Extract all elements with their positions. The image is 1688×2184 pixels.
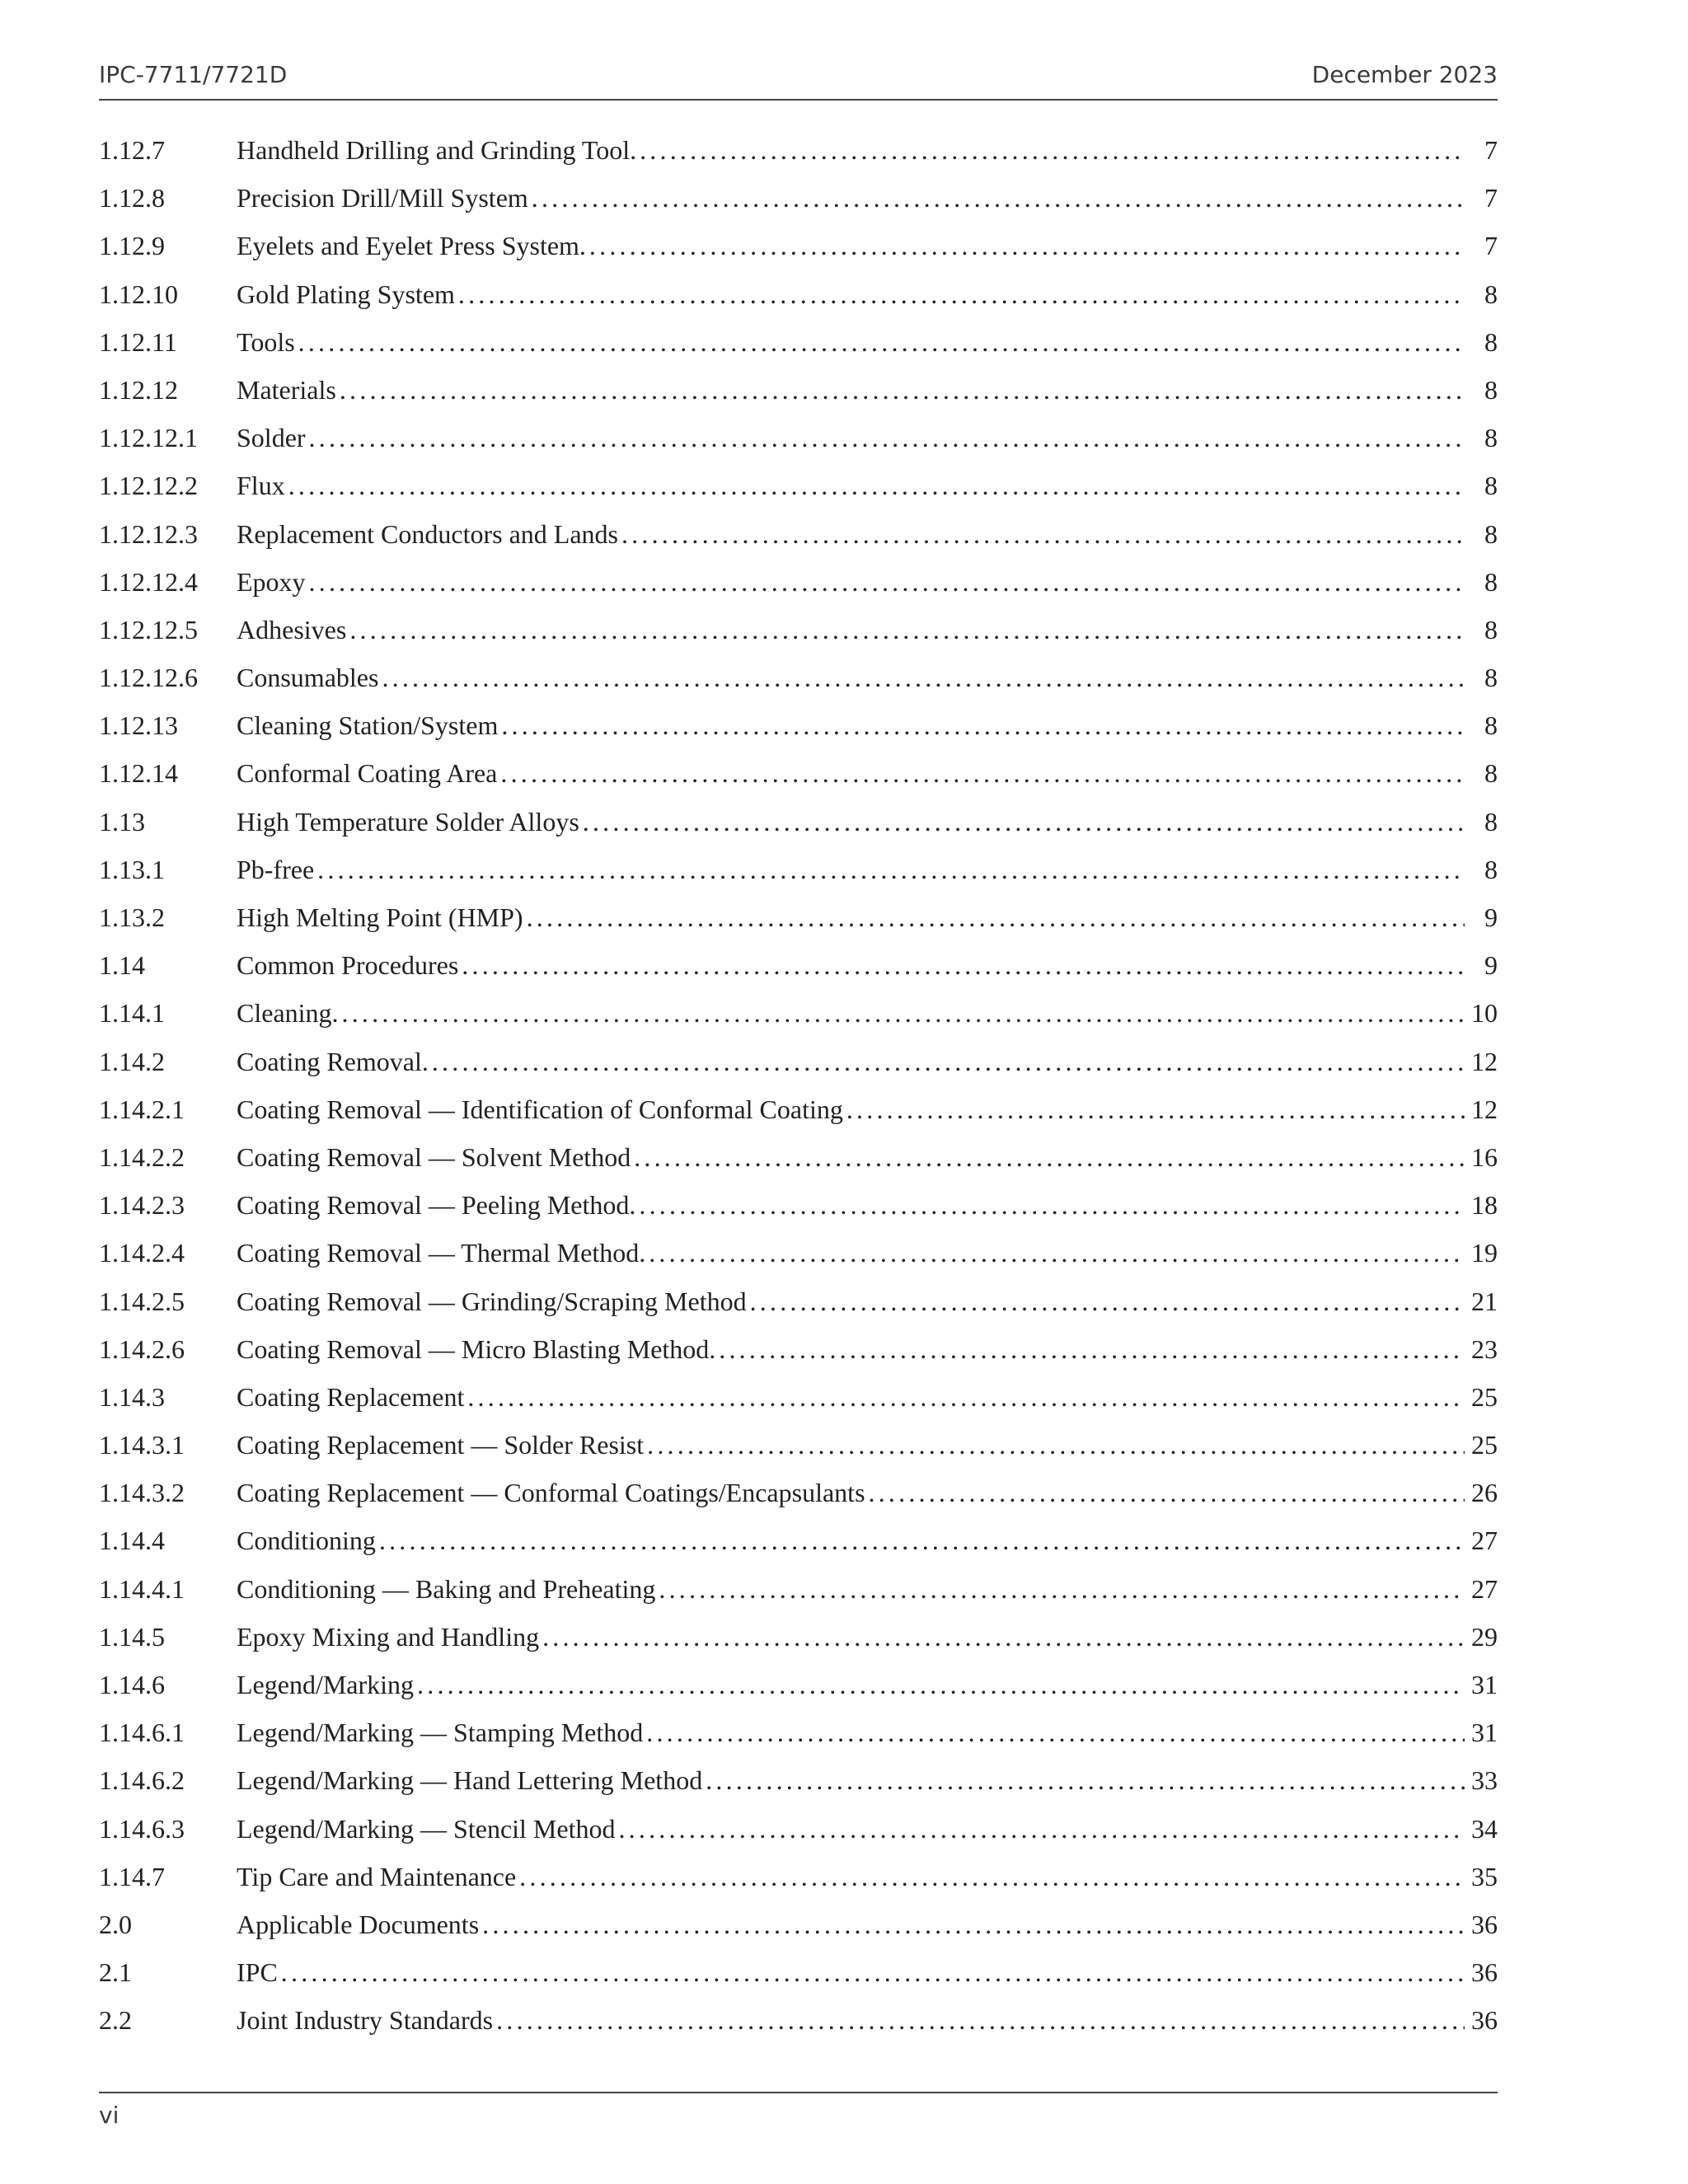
toc-section-number: 2.0	[99, 1909, 132, 1939]
header-divider	[99, 99, 1498, 101]
toc-section-number: 1.14.3	[99, 1381, 165, 1412]
toc-section-title[interactable]: Conditioning	[237, 1526, 376, 1556]
toc-section-number: 1.14.6.1	[99, 1718, 185, 1748]
toc-section-title[interactable]: Cleaning.	[237, 998, 339, 1029]
toc-page-number[interactable]: 8	[1484, 279, 1498, 309]
toc-dot-leader	[482, 1910, 1465, 1940]
toc-section-title[interactable]: High Temperature Solder Alloys	[237, 806, 579, 837]
toc-entry[interactable]	[99, 1047, 1498, 1094]
toc-dot-leader	[647, 1430, 1465, 1460]
toc-section-number: 1.12.14	[99, 758, 178, 789]
toc-section-title[interactable]: Coating Removal — Thermal Method.	[237, 1238, 646, 1268]
toc-page-number[interactable]: 8	[1484, 806, 1498, 837]
toc-dot-leader	[349, 615, 1465, 645]
toc-section-title[interactable]: Precision Drill/Mill System	[237, 183, 528, 213]
toc-section-title[interactable]: Legend/Marking — Hand Lettering Method	[237, 1765, 703, 1796]
toc-section-title[interactable]: Common Procedures	[237, 950, 459, 981]
document-id: IPC-7711/7721D	[99, 61, 288, 88]
toc-section-number: 1.12.9	[99, 231, 165, 261]
toc-page-number[interactable]: 8	[1484, 518, 1498, 549]
toc-dot-leader	[527, 902, 1465, 933]
toc-entry[interactable]	[99, 375, 1498, 423]
toc-section-number: 1.12.12	[99, 374, 178, 405]
toc-section-number: 1.14.2.3	[99, 1190, 185, 1221]
toc-section-title[interactable]: Coating Replacement — Solder Resist	[237, 1430, 645, 1460]
toc-dot-leader	[432, 1047, 1465, 1077]
toc-section-number: 1.14.2.6	[99, 1333, 185, 1364]
toc-section-title[interactable]: Legend/Marking — Stamping Method	[237, 1718, 644, 1748]
toc-dot-leader	[281, 1957, 1465, 1988]
toc-section-number: 1.12.12.1	[99, 423, 198, 453]
toc-entry[interactable]	[99, 1334, 1498, 1382]
toc-entry[interactable]	[99, 1094, 1498, 1142]
toc-section-title[interactable]: Solder	[237, 423, 306, 453]
toc-entry[interactable]	[99, 1670, 1498, 1718]
toc-entry[interactable]	[99, 902, 1498, 950]
toc-section-number: 1.12.13	[99, 710, 178, 741]
toc-entry[interactable]	[99, 567, 1498, 615]
toc-section-number: 1.14.2	[99, 1046, 165, 1076]
toc-page-number[interactable]: 8	[1484, 423, 1498, 453]
toc-section-title[interactable]: Consumables	[237, 663, 379, 693]
toc-section-number: 1.12.8	[99, 183, 165, 213]
toc-entry[interactable]	[99, 663, 1498, 710]
toc-section-number: 1.14.2.2	[99, 1141, 185, 1172]
toc-page-number[interactable]: 19	[1471, 1238, 1498, 1268]
toc-page-number[interactable]: 16	[1471, 1141, 1498, 1172]
toc-page-number[interactable]: 10	[1471, 998, 1498, 1029]
toc-section-title[interactable]: Conditioning — Baking and Preheating	[237, 1573, 656, 1604]
toc-entry[interactable]	[99, 519, 1498, 567]
toc-section-number: 1.12.12.6	[99, 663, 198, 693]
toc-dot-leader	[317, 855, 1465, 885]
toc-page-number[interactable]: 36	[1471, 2005, 1498, 2036]
toc-page-number[interactable]: 18	[1471, 1190, 1498, 1221]
toc-page-number[interactable]: 27	[1471, 1526, 1498, 1556]
toc-entry[interactable]	[99, 1238, 1498, 1286]
toc-entry[interactable]	[99, 135, 1498, 183]
toc-entry[interactable]	[99, 1526, 1498, 1573]
toc-entry[interactable]	[99, 1286, 1498, 1334]
toc-page-number[interactable]: 23	[1471, 1333, 1498, 1364]
toc-entry[interactable]	[99, 183, 1498, 231]
toc-page-number[interactable]: 7	[1484, 231, 1498, 261]
toc-section-title[interactable]: Legend/Marking	[237, 1670, 415, 1699]
toc-entry[interactable]	[99, 710, 1498, 758]
document-date: December 2023	[1311, 61, 1498, 88]
toc-entry[interactable]	[99, 1765, 1498, 1813]
toc-section-title[interactable]: Tools	[237, 326, 295, 357]
toc-dot-leader	[309, 423, 1465, 453]
toc-page-number[interactable]: 33	[1471, 1765, 1498, 1796]
toc-section-title[interactable]: Applicable Documents	[237, 1909, 480, 1939]
toc-dot-leader	[309, 567, 1465, 598]
table-of-contents	[99, 135, 1498, 2054]
toc-section-title[interactable]: Eyelets and Eyelet Press System.	[237, 231, 586, 261]
toc-page-number[interactable]: 31	[1471, 1670, 1498, 1699]
toc-section-number: 1.12.7	[99, 135, 165, 165]
toc-section-title[interactable]: IPC	[237, 1957, 278, 1988]
toc-page-number[interactable]: 25	[1471, 1430, 1498, 1460]
toc-dot-leader	[501, 710, 1465, 741]
toc-page-number[interactable]: 34	[1471, 1813, 1498, 1844]
toc-section-title[interactable]: Coating Removal — Grinding/Scraping Method	[237, 1286, 747, 1316]
toc-entry[interactable]	[99, 615, 1498, 663]
toc-section-number: 1.14.5	[99, 1621, 165, 1652]
toc-entry[interactable]	[99, 758, 1498, 806]
toc-section-title[interactable]: Coating Removal — Solvent Method	[237, 1141, 631, 1172]
toc-dot-leader	[719, 1334, 1465, 1365]
toc-dot-leader	[382, 663, 1465, 693]
toc-dot-leader	[640, 135, 1465, 166]
toc-section-title[interactable]: Coating Removal — Micro Blasting Method.	[237, 1333, 716, 1364]
toc-entry[interactable]	[99, 423, 1498, 471]
toc-dot-leader	[298, 327, 1465, 358]
toc-section-number: 1.14.6	[99, 1670, 165, 1699]
toc-dot-leader	[417, 1670, 1465, 1700]
toc-entry[interactable]	[99, 1478, 1498, 1526]
toc-page-number[interactable]: 36	[1471, 1957, 1498, 1988]
toc-dot-leader	[458, 279, 1465, 310]
toc-section-number: 1.12.12.3	[99, 518, 198, 549]
toc-section-number: 1.14.3.1	[99, 1430, 185, 1460]
toc-section-title[interactable]: High Melting Point (HMP)	[237, 902, 523, 932]
toc-section-title[interactable]: Coating Removal.	[237, 1046, 429, 1076]
toc-entry[interactable]	[99, 1718, 1498, 1765]
toc-section-number: 1.14.2.5	[99, 1286, 185, 1316]
toc-dot-leader	[342, 998, 1465, 1029]
toc-section-title[interactable]: Cleaning Station/System	[237, 710, 499, 741]
toc-section-title[interactable]: Materials	[237, 374, 336, 405]
toc-section-title[interactable]: Coating Removal — Peeling Method.	[237, 1190, 636, 1221]
toc-page-number[interactable]: 12	[1471, 1046, 1498, 1076]
toc-page-number[interactable]: 9	[1484, 950, 1498, 981]
toc-section-title[interactable]: Gold Plating System	[237, 279, 455, 309]
toc-page-number[interactable]: 27	[1471, 1573, 1498, 1604]
toc-section-number: 1.14.6.2	[99, 1765, 185, 1796]
toc-section-number: 1.13.1	[99, 854, 165, 884]
toc-section-number: 1.12.12.2	[99, 471, 198, 501]
toc-dot-leader	[846, 1094, 1465, 1125]
toc-dot-leader	[706, 1765, 1465, 1796]
toc-section-title[interactable]: Adhesives	[237, 614, 347, 644]
toc-dot-leader	[542, 1622, 1465, 1652]
toc-page-number[interactable]: 8	[1484, 663, 1498, 693]
toc-section-number: 1.14.4	[99, 1526, 165, 1556]
toc-dot-leader	[659, 1574, 1465, 1605]
footer-page-number: vi	[99, 2102, 120, 2129]
toc-section-title[interactable]: Coating Replacement — Conformal Coatings/Encapsulants	[237, 1478, 865, 1508]
toc-page-number[interactable]: 8	[1484, 758, 1498, 789]
toc-dot-leader	[500, 758, 1465, 789]
toc-section-title[interactable]: Tip Care and Maintenance	[237, 1861, 517, 1891]
toc-section-number: 1.14.1	[99, 998, 165, 1029]
page-header	[99, 61, 1498, 97]
toc-page-number[interactable]: 12	[1471, 1094, 1498, 1124]
toc-page-number[interactable]: 8	[1484, 326, 1498, 357]
toc-page-number[interactable]: 7	[1484, 135, 1498, 165]
toc-entry[interactable]	[99, 231, 1498, 279]
toc-page-number[interactable]: 25	[1471, 1381, 1498, 1412]
toc-dot-leader	[340, 375, 1465, 405]
toc-entry[interactable]	[99, 1957, 1498, 2005]
toc-dot-leader	[462, 950, 1465, 981]
toc-page-number[interactable]: 8	[1484, 374, 1498, 405]
toc-section-title[interactable]: Coating Replacement	[237, 1381, 465, 1412]
toc-section-number: 1.14.3.2	[99, 1478, 185, 1508]
toc-section-number: 1.14.2.4	[99, 1238, 185, 1268]
toc-page-number[interactable]: 35	[1471, 1861, 1498, 1891]
toc-entry[interactable]	[99, 950, 1498, 998]
toc-section-title[interactable]: Epoxy	[237, 566, 306, 597]
toc-page-number[interactable]: 8	[1484, 471, 1498, 501]
toc-section-number: 1.12.12.4	[99, 566, 198, 597]
toc-section-number: 1.14	[99, 950, 145, 981]
toc-page-number[interactable]: 8	[1484, 710, 1498, 741]
toc-section-number: 1.13.2	[99, 902, 165, 932]
toc-dot-leader	[621, 519, 1465, 550]
toc-dot-leader	[750, 1286, 1465, 1317]
toc-section-number: 1.14.2.1	[99, 1094, 185, 1124]
toc-dot-leader	[634, 1142, 1465, 1173]
toc-section-title[interactable]: Flux	[237, 471, 285, 501]
toc-section-number: 1.12.12.5	[99, 614, 198, 644]
toc-section-title[interactable]: Replacement Conductors and Lands	[237, 518, 618, 549]
toc-entry[interactable]	[99, 1190, 1498, 1238]
toc-dot-leader	[532, 183, 1465, 213]
toc-section-title[interactable]: Handheld Drilling and Grinding Tool.	[237, 135, 637, 165]
toc-entry[interactable]	[99, 1910, 1498, 1957]
toc-page-number[interactable]: 36	[1471, 1909, 1498, 1939]
toc-section-number: 1.14.7	[99, 1861, 165, 1891]
toc-section-title[interactable]: Epoxy Mixing and Handling	[237, 1621, 540, 1652]
toc-dot-leader	[467, 1382, 1465, 1413]
toc-page-number[interactable]: 8	[1484, 614, 1498, 644]
toc-entry[interactable]	[99, 1382, 1498, 1430]
toc-section-title[interactable]: Joint Industry Standards	[237, 2005, 494, 2036]
toc-entry[interactable]	[99, 807, 1498, 855]
toc-dot-leader	[519, 1862, 1465, 1892]
toc-section-title[interactable]: Legend/Marking — Stencil Method	[237, 1813, 616, 1844]
toc-dot-leader	[869, 1478, 1465, 1508]
toc-entry[interactable]	[99, 471, 1498, 518]
toc-dot-leader	[618, 1814, 1465, 1844]
toc-entry[interactable]	[99, 998, 1498, 1046]
page-footer	[99, 2102, 119, 2129]
toc-page-number[interactable]: 26	[1471, 1478, 1498, 1508]
toc-dot-leader	[379, 1526, 1465, 1556]
toc-dot-leader	[589, 231, 1465, 261]
toc-page-number[interactable]: 9	[1484, 902, 1498, 932]
toc-section-number: 1.14.4.1	[99, 1573, 185, 1604]
toc-section-number: 1.12.10	[99, 279, 178, 309]
toc-entry[interactable]	[99, 1142, 1498, 1190]
toc-page-number[interactable]: 7	[1484, 183, 1498, 213]
toc-entry[interactable]	[99, 279, 1498, 327]
toc-entry[interactable]	[99, 855, 1498, 902]
toc-page-number[interactable]: 31	[1471, 1718, 1498, 1748]
toc-section-title[interactable]: Conformal Coating Area	[237, 758, 498, 789]
toc-page-number[interactable]: 8	[1484, 566, 1498, 597]
toc-entry[interactable]	[99, 1574, 1498, 1622]
toc-dot-leader	[649, 1238, 1465, 1268]
toc-entry[interactable]	[99, 1862, 1498, 1910]
footer-divider	[99, 2092, 1498, 2093]
toc-section-number: 2.1	[99, 1957, 132, 1988]
toc-dot-leader	[583, 807, 1465, 837]
toc-dot-leader	[496, 2005, 1465, 2036]
toc-section-number: 1.13	[99, 806, 145, 837]
toc-section-title[interactable]: Coating Removal — Identification of Conformal Coating	[237, 1094, 843, 1124]
toc-entry[interactable]	[99, 1622, 1498, 1670]
toc-dot-leader	[288, 471, 1465, 501]
toc-section-number: 1.14.6.3	[99, 1813, 185, 1844]
toc-section-number: 2.2	[99, 2005, 132, 2036]
toc-section-number: 1.12.11	[99, 326, 177, 357]
toc-page-number[interactable]: 29	[1471, 1621, 1498, 1652]
toc-page-number[interactable]: 8	[1484, 854, 1498, 884]
toc-dot-leader	[646, 1718, 1465, 1748]
toc-entry[interactable]	[99, 1430, 1498, 1478]
toc-section-title[interactable]: Pb-free	[237, 854, 315, 884]
toc-entry[interactable]	[99, 2005, 1498, 2053]
toc-dot-leader	[639, 1190, 1465, 1221]
toc-page-number[interactable]: 21	[1471, 1286, 1498, 1316]
toc-entry[interactable]	[99, 327, 1498, 375]
toc-entry[interactable]	[99, 1814, 1498, 1862]
